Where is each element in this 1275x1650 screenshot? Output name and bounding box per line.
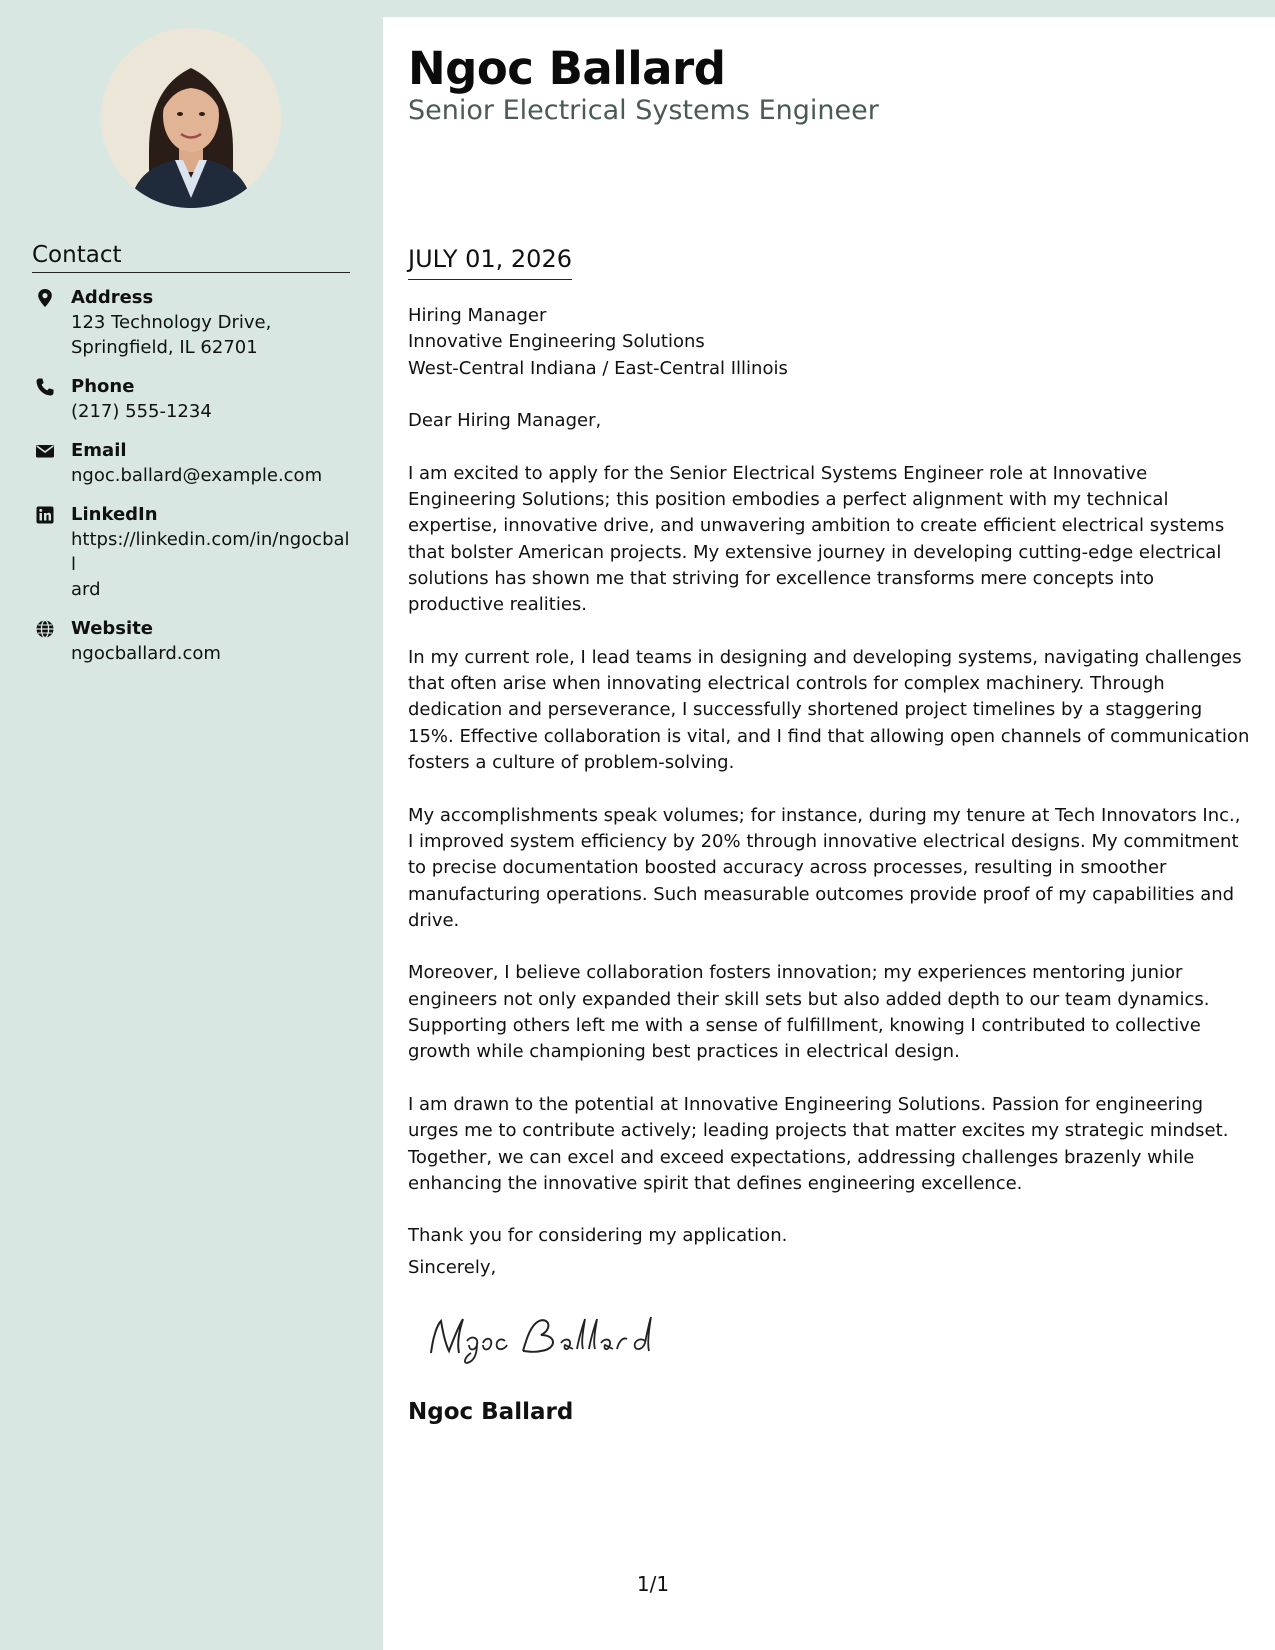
contact-value: Springfield, IL 62701 xyxy=(71,337,258,358)
map-pin-icon xyxy=(35,288,55,308)
contact-label: Phone xyxy=(71,376,135,397)
contact-label: Email xyxy=(71,440,127,461)
contact-linkedin xyxy=(32,502,350,602)
envelope-icon xyxy=(35,441,55,461)
contact-email xyxy=(32,438,350,488)
handwritten-signature xyxy=(423,1307,673,1367)
letter-body xyxy=(408,303,1250,1276)
sidebar xyxy=(0,0,383,1650)
body-paragraph: Moreover, I believe collaboration fosters innovation; my experiences mentoring junior engineers not only expanded their skill sets but also added depth to our team dynamics. Supporting others left me with a sense of fulfillment, knowing I contributed to collective growth while championing best practices in electrical design. xyxy=(408,962,1210,1063)
contact-label: LinkedIn xyxy=(71,504,158,525)
contact-value[interactable]: ngocballard.com xyxy=(71,643,221,664)
linkedin-icon xyxy=(35,505,55,525)
thanks-line: Thank you for considering my application. xyxy=(408,1225,788,1247)
letter-main xyxy=(383,17,1275,1650)
contact-list xyxy=(32,285,350,680)
contact-value: (217) 555-1234 xyxy=(71,401,212,422)
signed-name: Ngoc Ballard xyxy=(408,1399,574,1425)
contact-label: Address xyxy=(71,287,154,308)
contact-value[interactable]: https://linkedin.com/in/ngocball xyxy=(71,529,350,575)
globe-icon xyxy=(35,619,55,639)
applicant-title: Senior Electrical Systems Engineer xyxy=(408,95,879,126)
letter-date: JULY 01, 2026 xyxy=(408,243,572,280)
closing: Sincerely, xyxy=(408,1257,497,1278)
body-paragraph: I am excited to apply for the Senior Electrical Systems Engineer role at Innovative Engineering Solutions; this position embodies a perfect alignment with my technical expertise, innovative drive, and unwavering ambition to create efficient electrical systems that bolster American projects. My extensive journey in developing cutting-edge electrical solutions has shown me that striving for excellence transforms mere concepts into productive realities. xyxy=(408,462,1225,616)
recipient-line: West-Central Indiana / East-Central Illinois xyxy=(408,357,788,379)
recipient-block xyxy=(408,303,1250,382)
contact-website xyxy=(32,616,350,666)
body-paragraph: My accomplishments speak volumes; for instance, during my tenure at Tech Innovators Inc., I improved system efficiency by 20% through innovative electrical designs. My commitment to precise documentation boosted accuracy across processes, resulting in smoother manufacturing operations. Such measurable outcomes provide proof of my capabilities and drive. xyxy=(408,804,1241,931)
contact-heading: Contact xyxy=(32,240,350,273)
contact-value: 123 Technology Drive, xyxy=(71,312,272,333)
body-paragraph: In my current role, I lead teams in designing and developing systems, navigating challenges that often arise when innovating electrical controls for complex machinery. Through dedication and perseverance, I successfully shortened project timelines by a staggering 15%. Effective collaboration is vital, and I find that allowing open channels of communication fosters a culture of problem-solving. xyxy=(408,646,1250,774)
salutation: Dear Hiring Manager, xyxy=(408,410,602,432)
profile-photo xyxy=(101,28,281,208)
recipient-line: Hiring Manager xyxy=(408,305,547,326)
applicant-name: Ngoc Ballard xyxy=(408,42,726,95)
body-paragraph: I am drawn to the potential at Innovative Engineering Solutions. Passion for engineering urges me to contribute actively; leading projects that matter excites my strategic mindset. Together, we can excel and exceed expectations, addressing challenges brazenly while enhancing the innovative spirit that defines engineering excellence. xyxy=(408,1093,1229,1194)
recipient-line: Innovative Engineering Solutions xyxy=(408,331,705,353)
contact-value[interactable]: ngoc.ballard@example.com xyxy=(71,465,323,486)
phone-icon xyxy=(35,377,55,397)
page-number: 1/1 xyxy=(636,1572,670,1596)
contact-label: Website xyxy=(71,618,154,639)
contact-value[interactable]: ard xyxy=(71,579,101,600)
contact-address xyxy=(32,285,350,360)
contact-phone xyxy=(32,374,350,424)
